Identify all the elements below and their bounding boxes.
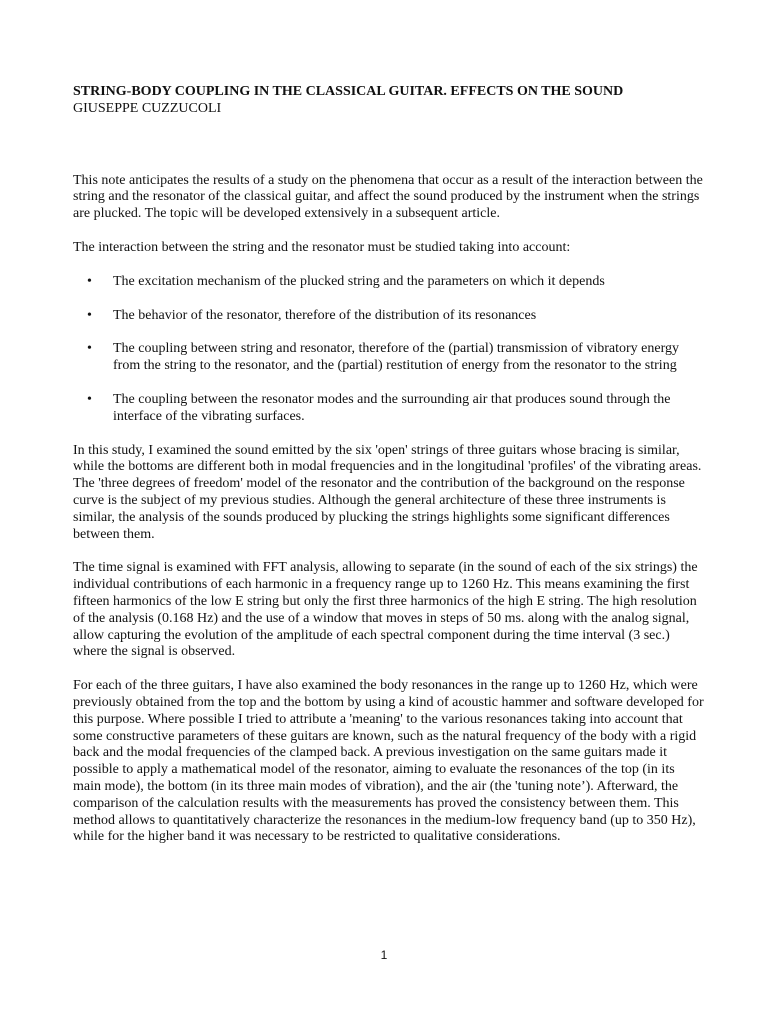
- body-resonances-paragraph: For each of the three guitars, I have also examined the body resonances in the range up to 1260 Hz, which were previously obtained from the top and the bottom by using a kind of acoustic hammer and software developed for this purpose. Where possible I tried to attribute a 'meaning' to the various resonances taking into account that some constructive parameters of these guitars are known, such as the natural frequency of the body with a rigid back and the modal frequencies of the clamped back. A previous investigation on the same guitars made it possible to apply a mathematical model of the resonator, aiming to evaluate the resonances of the top (in its main mode), the bottom (in its three main modes of vibration), and the air (the 'tuning note’). Afterward, the comparison of the calculation results with the measurements has proved the consistency between them. This method allows to quantitatively characterize the resonances in the medium-low frequency band (up to 350 Hz), while for the higher band it was necessary to be restricted to qualitative considerations.: [73, 678, 704, 845]
- bullet-icon: •: [87, 391, 92, 407]
- list-lead-paragraph: The interaction between the string and the resonator must be studied taking into account:: [73, 239, 571, 255]
- fft-analysis-paragraph: The time signal is examined with FFT analysis, allowing to separate (in the sound of each of the six strings) the individual contributions of each harmonic in a frequency range up to 1260 Hz. This means examining the first fifteen harmonics of the low E string but only the first three harmonics of the high E string. The high resolution of the analysis (0.168 Hz) and the use of a window that moves in steps of 50 ms. along with the analog signal, allow capturing the evolution of the amplitude of each spectral component during the time interval (3 sec.) where the signal is observed.: [73, 560, 698, 660]
- list-item: [73, 308, 705, 325]
- list-item-text: The excitation mechanism of the plucked string and the parameters on which it depends: [113, 273, 605, 289]
- bullet-icon: •: [87, 273, 92, 289]
- document-body: [73, 84, 705, 846]
- list-item: [73, 392, 705, 426]
- author-name: GIUSEPPE CUZZUCOLI: [73, 100, 222, 116]
- list-item: [73, 341, 705, 375]
- study-paragraph: In this study, I examined the sound emitted by the six 'open' strings of three guitars whose bracing is similar, while the bottoms are different both in modal frequencies and in the longitudinal 'profiles' of the vibrating areas. The 'three degrees of freedom' model of the resonator and the contribution of the background on the response curve is the subject of my previous studies. Although the general architecture of these three instruments is similar, the analysis of the sounds produced by plucking the strings highlights some significant differences between them.: [73, 442, 702, 542]
- bullet-list: [73, 274, 705, 426]
- list-item-text: The coupling between string and resonator, therefore of the (partial) transmission of vibratory energy from the string to the resonator, and the (partial) restitution of energy from the resonator to the string: [113, 341, 679, 374]
- list-item-text: The coupling between the resonator modes and the surrounding air that produces sound through the interface of the vibrating surfaces.: [113, 391, 671, 424]
- list-item-text: The behavior of the resonator, therefore of the distribution of its resonances: [113, 307, 537, 323]
- bullet-icon: •: [87, 307, 92, 323]
- document-title: STRING-BODY COUPLING IN THE CLASSICAL GUITAR. EFFECTS ON THE SOUND: [73, 84, 624, 99]
- bullet-icon: •: [87, 341, 92, 357]
- page-number: 1: [380, 948, 388, 962]
- intro-paragraph: This note anticipates the results of a study on the phenomena that occur as a result of the interaction between the string and the resonator of the classical guitar, and affect the sound produced by the instrument when the strings are plucked. The topic will be developed extensively in a subsequent article.: [73, 172, 703, 222]
- list-item: [73, 274, 705, 291]
